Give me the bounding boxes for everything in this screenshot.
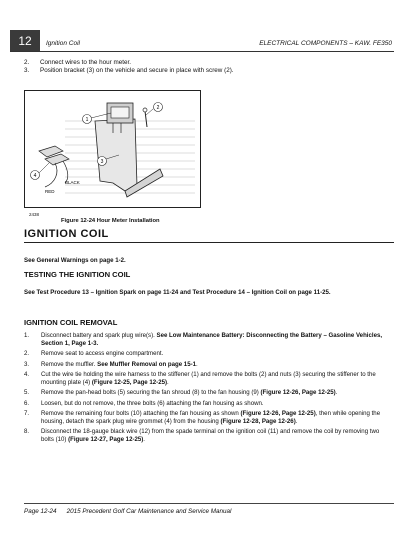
list-item: 2. Remove seat to access engine compartment. [24,350,164,358]
wire-label-red: RED [45,189,55,194]
testing-reference: See Test Procedure 13 – Ignition Spark on page 11-24 and Test Procedure 14 – Ignition Coil on page 11-25. [24,289,331,296]
general-warnings-reference: See General Warnings on page 1-2. [24,257,126,264]
svg-text:2: 2 [156,105,160,111]
page-footer [24,508,231,515]
hour-meter-figure [24,90,201,208]
svg-text:4: 4 [33,173,37,179]
hour-meter-illustration [25,91,200,207]
top-step-list [24,59,394,75]
list-item: 5. Remove the pan-head bolts (5) securing the fan shroud (8) to the fan housing (9) (Figure 12-26, Page 12-25). [24,389,338,397]
svg-text:1: 1 [85,117,89,123]
footer-divider [24,503,394,504]
list-item: 7. Remove the remaining four bolts (10) attaching the fan housing as shown (Figure 12-26, Page 12-25), then while opening the housing, detach the spark plug wire grommet (4) from the housing (Figure 12-28, Page 12-26). [24,409,381,425]
section-divider [24,242,394,243]
figure-caption: Figure 12-24 Hour Meter Installation [61,218,160,224]
section-title: IGNITION COIL [24,228,109,240]
footer-manual-title: 2015 Precedent Golf Car Maintenance and Service Manual [66,508,232,515]
figure-id-number: 2438 [29,212,40,217]
page-number-tab: 12 [10,30,40,52]
list-item: 3. Remove the muffler. See Muffler Removal on page 15-1. [24,360,198,368]
list-item: 1. Disconnect battery and spark plug wire(s). See Low Maintenance Battery: Disconnecting the Battery – Gasoline Vehicles, Section 1, Page 1-3. [24,332,383,347]
header-divider [10,51,394,52]
list-item: 8. Disconnect the 18-gauge black wire (12) from the spade terminal on the ignition coil (11) and remove the coil by removing two bolts (10) (Figure 12-27, Page 12-25). [24,428,380,443]
header-section-title: Ignition Coil [46,40,80,47]
list-item: 3. Position bracket (3) on the vehicle and secure in place with screw (2). [24,67,234,74]
header-chapter-title: ELECTRICAL COMPONENTS – KAW. FE350 [259,40,392,47]
list-item: 6. Loosen, but do not remove, the three bolts (6) attaching the fan housing as shown. [24,399,264,407]
list-item: 4. Cut the wire tie holding the wire harness to the stiffener (1) and remove the bolts (2) and nuts (3) securing the stiffener to the mounting plate (4) (Figure 12-25, Page 12-25). [24,370,376,386]
testing-heading: TESTING THE IGNITION COIL [24,270,131,279]
wire-label-black: BLACK [65,180,80,185]
svg-text:3: 3 [100,159,104,165]
removal-step-list [24,332,392,446]
removal-heading: IGNITION COIL REMOVAL [24,318,118,327]
list-item: 2. Connect wires to the hour meter. [24,59,132,66]
footer-page-number: Page 12-24 [24,508,57,515]
